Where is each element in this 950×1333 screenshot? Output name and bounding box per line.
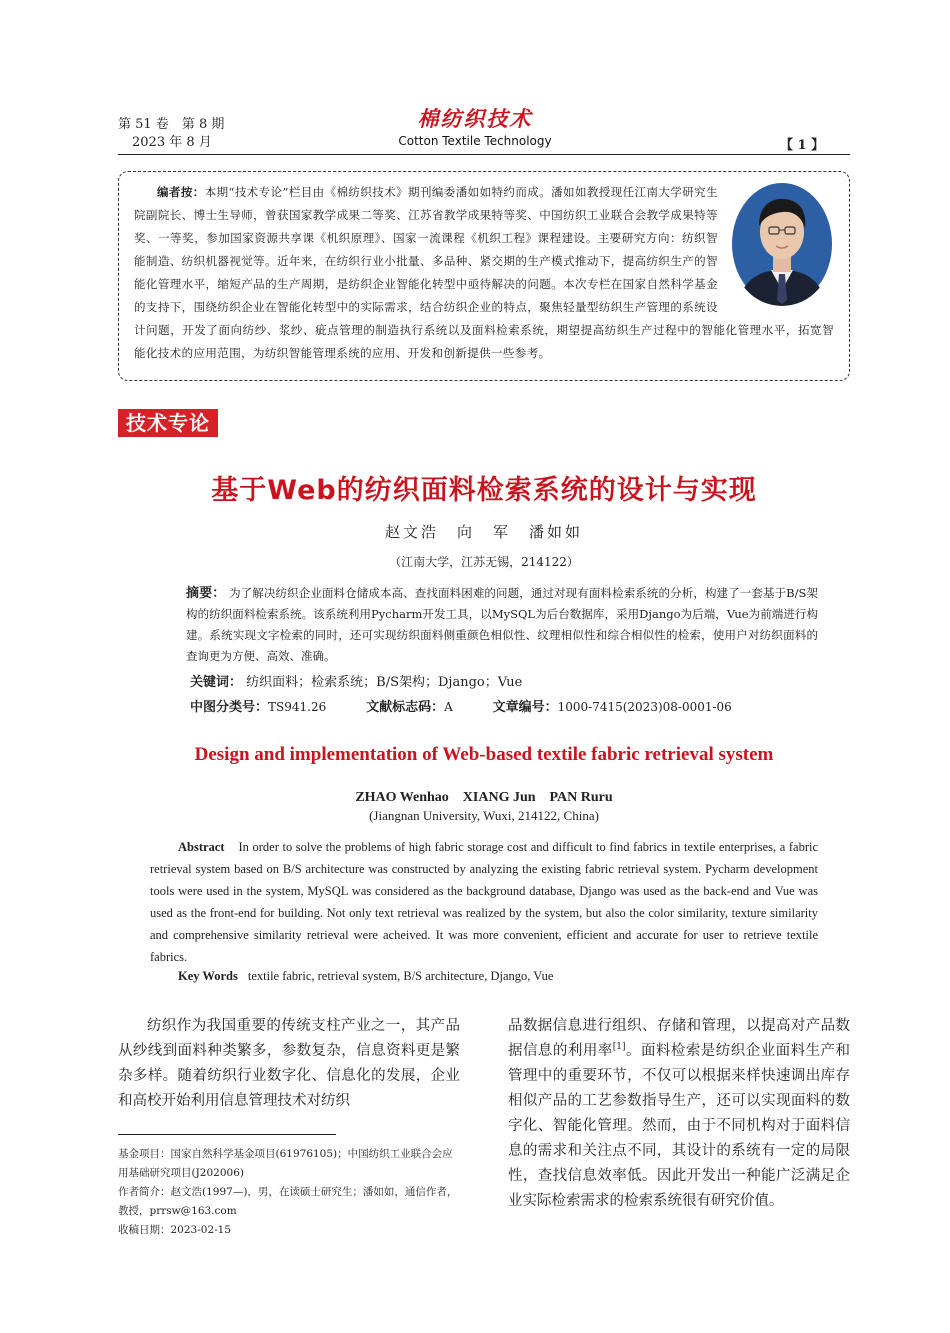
issue-info (118, 116, 224, 152)
abstract-cn-text: 为了解决纺织企业面料仓储成本高、查找面料困难的问题，通过对现有面料检索系统的分析，构建了一套基于B/S架构的纺织面料检索系统。该系统利用Pycharm开发工具，以MySQL为后台数据库，采用Django为后端，Vue为前端进行构建。系统实现文字检索的同时，还可实现纺织面料侧重颜色相似性、纹理相似性和综合相似性的检索，使用户对纺织面料的查询更为方便、高效、准确。 (186, 586, 818, 663)
clc-label: 中图分类号： (190, 700, 269, 715)
classification-row (190, 696, 768, 715)
body-right-text-b: 。面料检索是纺织企业面料生产和管理中的重要环节，不仅可以根据来样快速调出库存相似产品的工艺参数指导生产，还可以实现面料的数字化、智能化管理。然而，由于不同机构对于面料信息的需求和关注点不同，其设计的系统有一定的局限性，查找信息效率低。因此开发出一种能广泛满足企业实际检索需求的检索系统很有研究价值。 (508, 1043, 851, 1209)
footnote-rule (118, 1134, 336, 1135)
abstract-cn-label: 摘要： (186, 586, 226, 601)
journal-name-cn: 棉纺织技术 (417, 106, 533, 131)
keywords-cn (190, 671, 522, 690)
journal-name-en: Cotton Textile Technology (398, 134, 552, 148)
article-no-label: 文章编号： (492, 700, 558, 715)
doc-code-value: A (444, 700, 453, 714)
abstract-en-text: In order to solve the problems of high fabric storage cost and difficult to find fabrics in textile enterprises, a fabric retrieval system based on B/S architecture was constructed by analyzing the existing fabric retrieval system. Pycharm development tools were used in the system, MySQL was considered as the background database, Django was used as the back-end and Vue was used as the front-end for building. Not only text retrieval was realized by the system, but also the color similarity, texture similarity and comprehensive similarity retrieval were acheived. It was more convenient, efficient and accurate for user to retrieve textile fabrics. (150, 840, 818, 964)
volume-issue: 第 51 卷 第 8 期 (118, 117, 225, 132)
authors-en: ZHAO Wenhao XIANG Jun PAN Ruru (355, 790, 613, 805)
title-en: Design and implementation of Web-based textile fabric retrieval system (194, 744, 774, 765)
abstract-cn (186, 583, 818, 667)
footnotes (118, 1145, 460, 1240)
keywords-cn-label: 关键词： (190, 675, 243, 690)
affiliation-cn: （江南大学，江苏无锡，214122） (389, 555, 579, 569)
issue-date: 2023 年 8 月 (132, 135, 212, 150)
body-right-text-a: 品数据信息进行组织、存储和管理，以提高对产品数据信息的利用率 (508, 1018, 850, 1059)
reference-link[interactable]: [1] (612, 1042, 626, 1053)
abstract-en (150, 836, 818, 968)
clc-value: TS941.26 (268, 700, 327, 714)
editor-note (134, 181, 834, 365)
keywords-en-text: textile fabric, retrieval system, B/S architecture, Django, Vue (247, 969, 554, 983)
fund-note: 基金项目：国家自然科学基金项目(61976105)；中国纺织工业联合会应用基础研究项目(J202006) (118, 1148, 453, 1179)
column-tag: 技术专论 (118, 409, 218, 437)
editor-note-text: 本期“技术专论”栏目由《棉纺织技术》期刊编委潘如如特约而成。潘如如教授现任江南大学研究生院副院长、博士生导师，曾获国家教学成果二等奖、江苏省教学成果特等奖、中国纺织工业联合会教学成果特等奖、一等奖，参加国家资源共享课《机织原理》、国家一流课程《机织工程》课程建设。主要研究方向：纺织智能制造、纺织机器视觉等。近年来，在纺织行业小批量、多品种、紧交期的生产模式推动下，提高纺织生产的智能化管理水平，缩短产品的生产周期，是纺织企业智能化转型中亟待解决的问题。本次专栏在国家自然科学基金的支持下，围绕纺织企业在智能化转型中的实际需求，结合纺织企业的特点，聚焦轻量型纺织生产管理的系统设计问题，开发了面向纺纱、浆纱、疵点管理的制造执行系统以及面料检索系统，期望提高纺织生产过程中的智能化管理水平，拓宽智能化技术的应用范围，为纺织智能管理系统的应用、开发和创新提供一些参考。 (134, 185, 834, 360)
header-rule (118, 154, 850, 155)
body-right-column (508, 1014, 850, 1214)
title-cn: 基于Web的纺织面料检索系统的设计与实现 (211, 475, 757, 506)
abstract-en-label: Abstract (178, 840, 225, 854)
author-note: 作者简介：赵文浩(1997—)，男，在读硕士研究生；潘如如，通信作者，教授，prrsw@163.com (118, 1186, 458, 1217)
keywords-cn-text: 纺织面料；检索系统；B/S架构；Django；Vue (246, 675, 523, 690)
journal-masthead (395, 106, 555, 148)
editor-note-label: 编者按： (157, 185, 205, 199)
affiliation-en: (Jiangnan University, Wuxi, 214122, China) (369, 808, 599, 823)
article-no-value: 1000-7415(2023)08-0001-06 (557, 700, 732, 714)
keywords-en-label: Key Words (178, 969, 238, 983)
doc-code-label: 文献标志码： (366, 700, 445, 715)
body-left-column: 纺织作为我国重要的传统支柱产业之一，其产品从纱线到面料种类繁多，参数复杂，信息资料更是繁杂多样。随着纺织行业数字化、信息化的发展，企业和高校开始利用信息管理技术对纺织 (118, 1018, 460, 1109)
received-date: 收稿日期：2023-02-15 (118, 1224, 232, 1236)
keywords-en (178, 969, 553, 984)
editor-portrait (731, 182, 833, 306)
authors-cn: 赵文浩 向 军 潘如如 (384, 523, 583, 541)
page-number: 【 1 】 (780, 138, 825, 153)
